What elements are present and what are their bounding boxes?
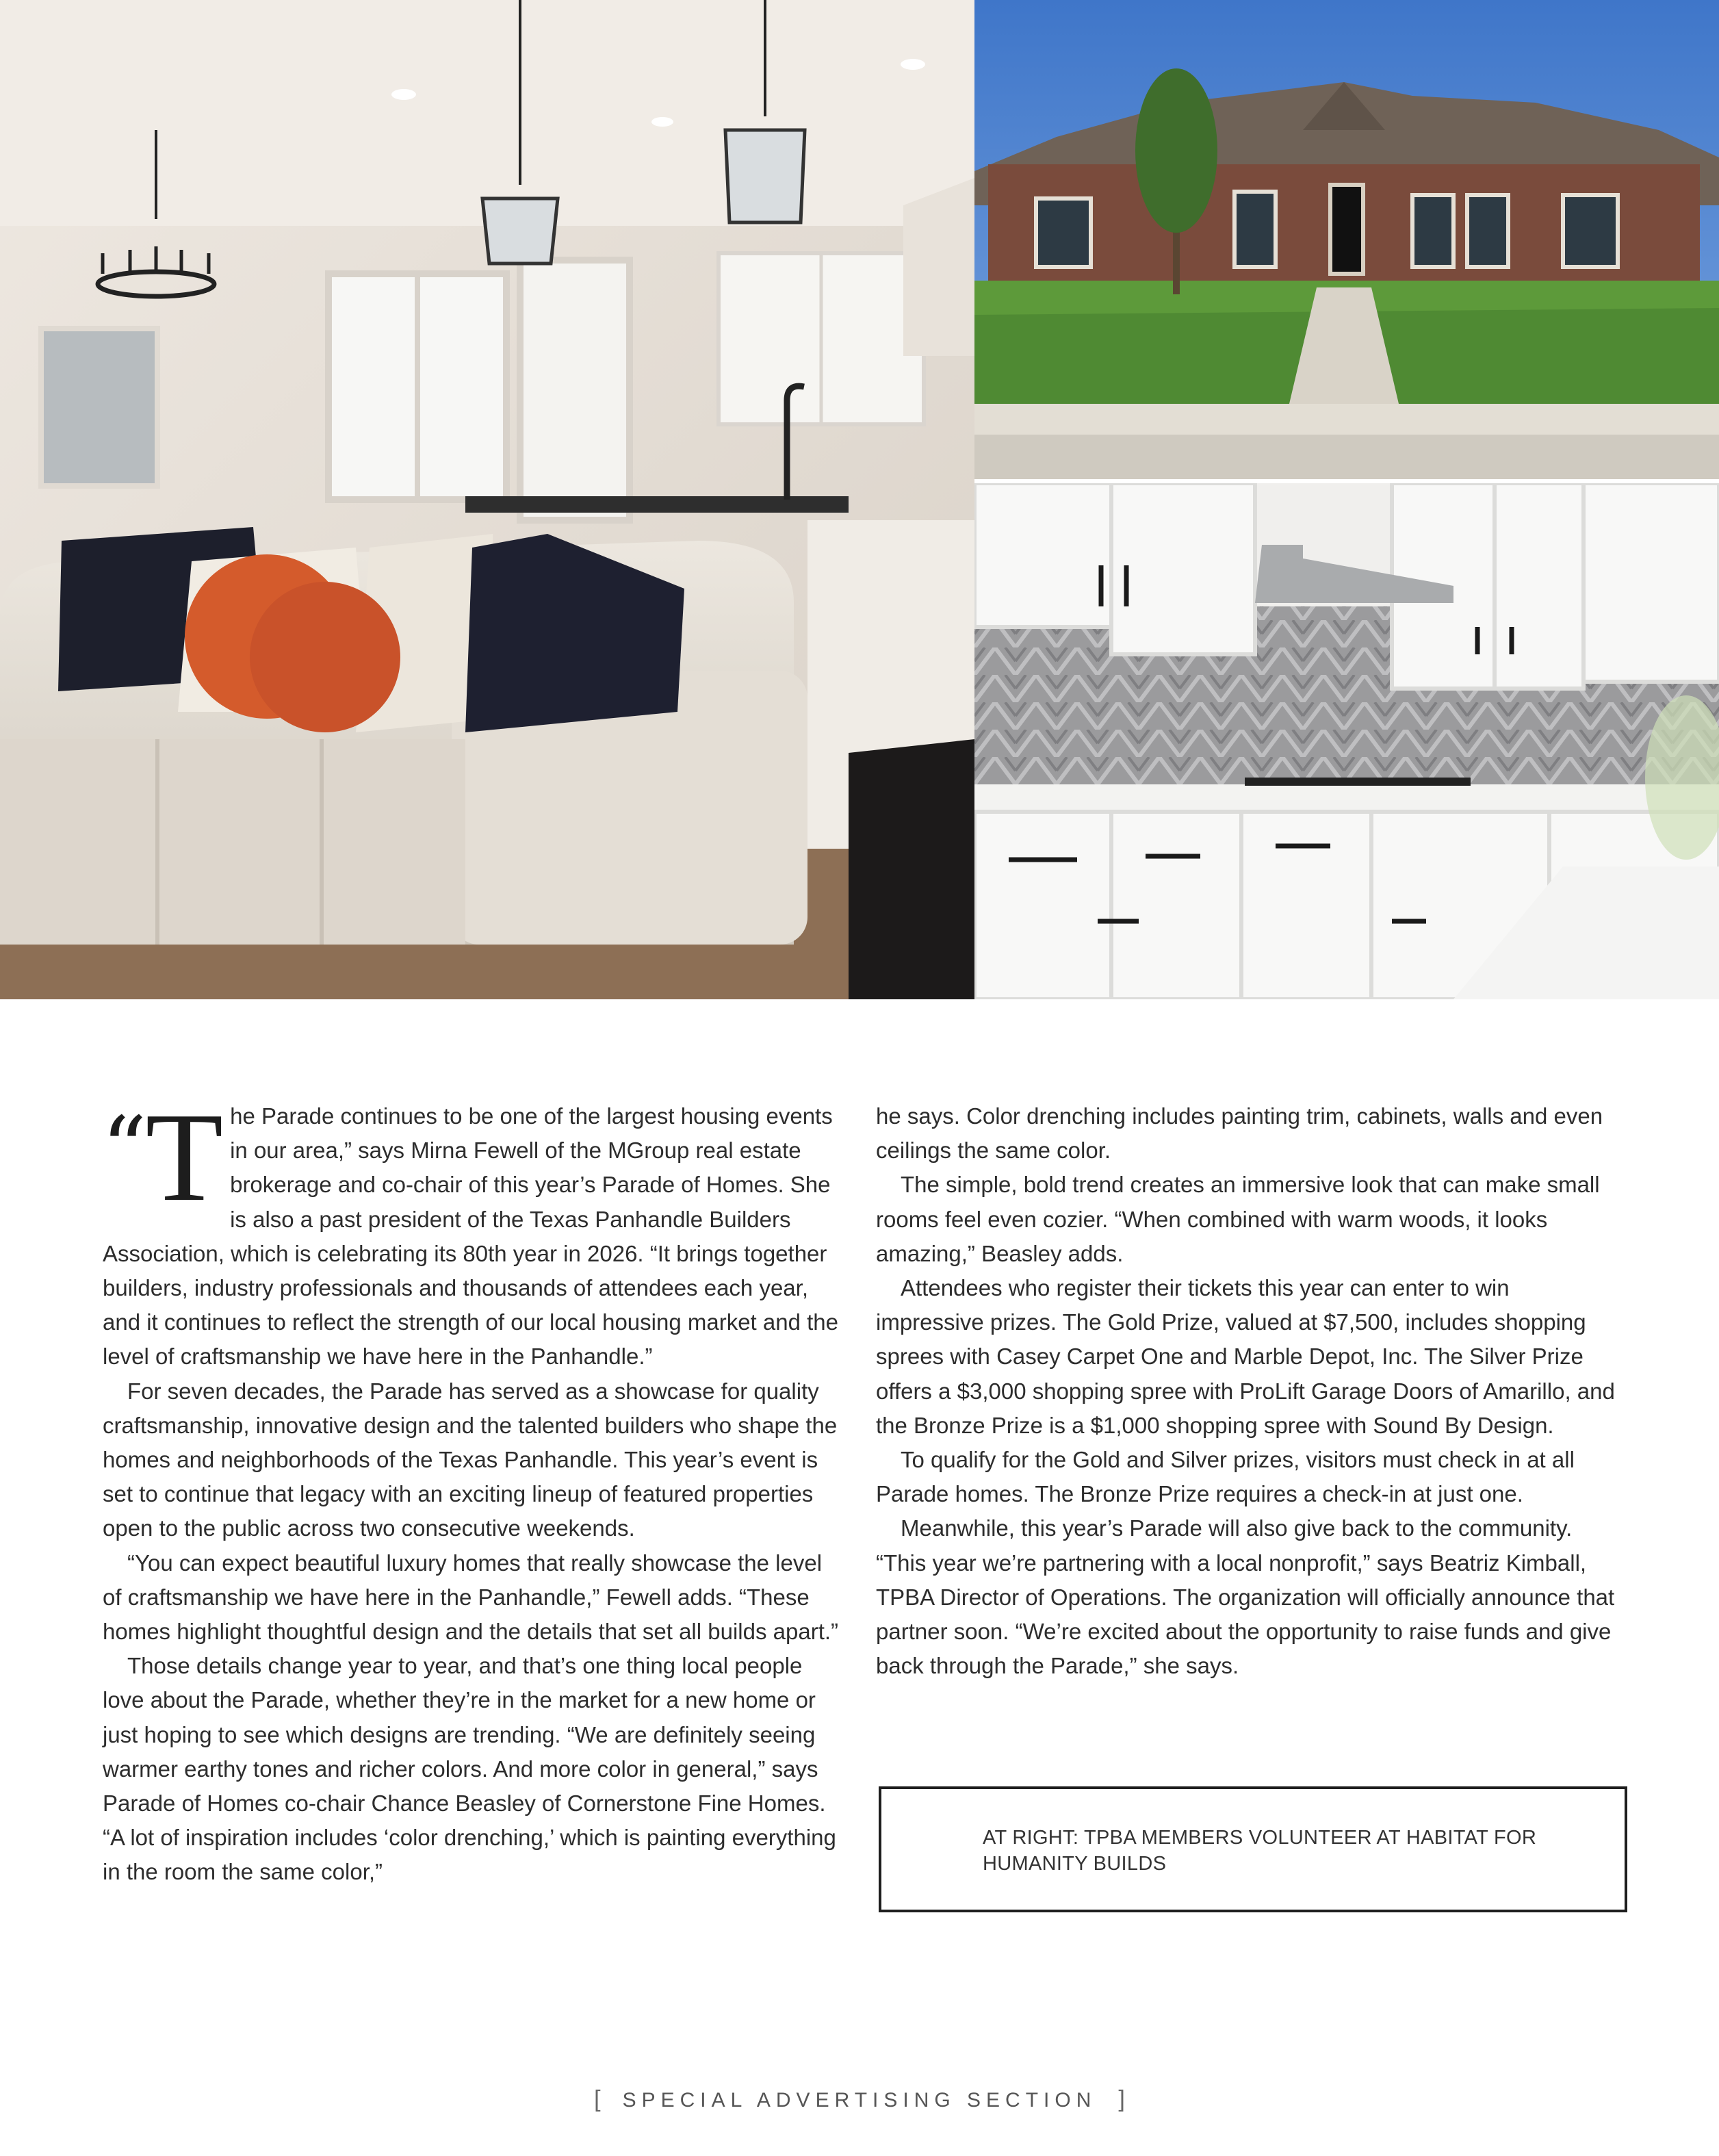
home-exterior-illustration bbox=[974, 0, 1719, 479]
article-paragraph: Meanwhile, this year’s Parade will also give back to the community. “This year we’re partnering with a local nonprofit,” says Beatriz Kimball, TPBA Director of Operations. The organization will officially announce that partner soon. “We’re excited about the opportunity to raise funds and give back through the Parade,” she says. bbox=[876, 1515, 1615, 1679]
living-room-photo bbox=[0, 0, 974, 999]
article-paragraph: “You can expect beautiful luxury homes that really showcase the level of craftsmanship we have here in the Panhandle,” Fewell adds. “These homes highlight thoughtful design and the details that set all builds apart.” bbox=[103, 1550, 839, 1645]
footer-open-bracket: [ bbox=[594, 2086, 601, 2112]
photo-caption-box bbox=[879, 1786, 1627, 1912]
article-column-right bbox=[876, 1099, 1622, 1683]
kitchen-photo bbox=[974, 483, 1719, 999]
article-paragraph: To qualify for the Gold and Silver prizes, visitors must check in at all Parade homes. The Bronze Prize requires a check-in at just one. bbox=[876, 1447, 1575, 1507]
drop-cap bbox=[101, 1087, 224, 1228]
home-exterior-photo bbox=[974, 0, 1719, 479]
article-paragraph: For seven decades, the Parade has served as a showcase for quality craftsmanship, innovative design and the talented builders who shape the homes and neighborhoods of the Texas Panhandle. This year’s event is set to continue that legacy with an exciting lineup of featured properties open to the public across two consecutive weekends. bbox=[103, 1378, 838, 1541]
drop-cap-quote: “ bbox=[101, 1097, 143, 1201]
article-column-left bbox=[101, 1087, 846, 1890]
article-lead-paragraph bbox=[101, 1087, 846, 1374]
article-paragraph: The simple, bold trend creates an immersive look that can make small rooms feel even cozier. “When combined with warm woods, it looks amazing,” Beasley adds. bbox=[876, 1172, 1600, 1266]
article-paragraph: Attendees who register their tickets this year can enter to win impressive prizes. The Gold Prize, valued at $7,500, includes shopping sprees with Casey Carpet One and Marble Depot, Inc. The Silver Prize offers a $3,000 shopping spree with ProLift Garage Doors of Amarillo, and the Bronze Prize is a $1,000 shopping spree with Sound By Design. bbox=[876, 1275, 1615, 1438]
page-footer bbox=[0, 2086, 1719, 2113]
lead-paragraph-text: he Parade continues to be one of the largest housing events in our area,” says Mirna Fewell of the MGroup real estate brokerage and co-chair of this year’s Parade of Homes. She is also a past president of the Texas Panhandle Builders Association, which is celebrating its 80th year in 2026. “It brings together builders, industry professionals and thousands of attendees each year, and it continues to reflect the strength of our local housing market and the level of craftsmanship we have here in the Panhandle.” bbox=[103, 1103, 838, 1370]
living-room-illustration bbox=[0, 0, 974, 999]
footer-section-label: SPECIAL ADVERTISING SECTION bbox=[622, 2089, 1097, 2112]
article-paragraph: he says. Color drenching includes painting trim, cabinets, walls and even ceilings the same color. bbox=[876, 1103, 1603, 1164]
drop-cap-letter: T bbox=[145, 1087, 224, 1228]
kitchen-illustration bbox=[974, 483, 1719, 999]
article-paragraph: Those details change year to year, and that’s one thing local people love about the Parade, whether they’re in the market for a new home or just hoping to see which designs are trending. “We are definitely seeing warmer earthy tones and richer colors. And more color in general,” says Parade of Homes co-chair Chance Beasley of Cornerstone Fine Homes. “A lot of inspiration includes ‘color drenching,’ which is painting everything in the room the same color,” bbox=[103, 1653, 836, 1885]
footer-close-bracket: ] bbox=[1118, 2086, 1125, 2112]
photo-caption: AT RIGHT: TPBA MEMBERS VOLUNTEER AT HABITAT FOR HUMANITY BUILDS bbox=[983, 1827, 1537, 1875]
